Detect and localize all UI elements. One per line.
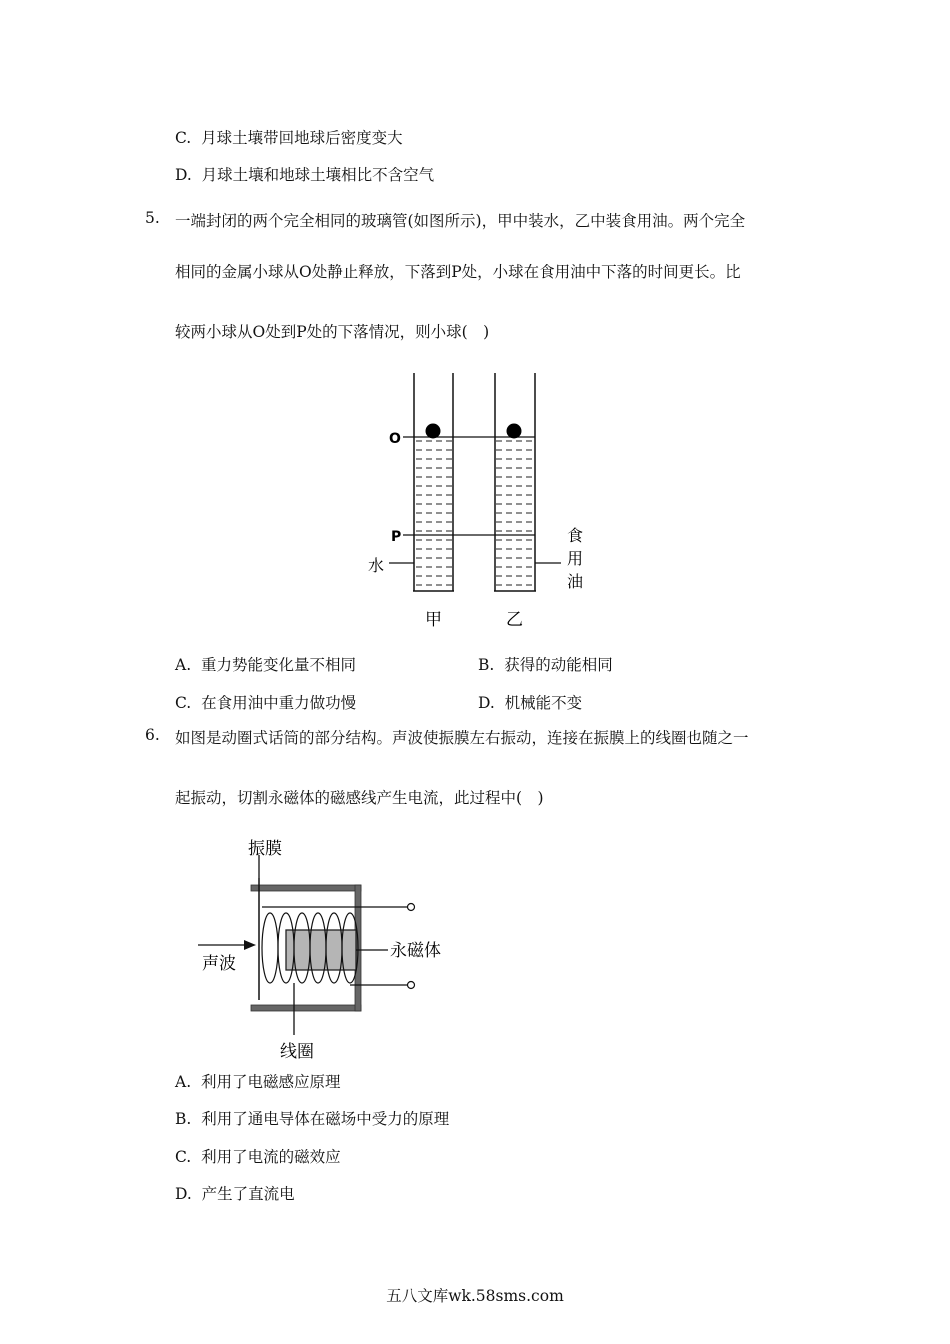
- option-label: C.: [175, 1148, 192, 1166]
- q5-option-a: [175, 653, 356, 675]
- label-sound: 声波: [202, 954, 236, 974]
- q6-microphone-figure: [190, 830, 460, 1070]
- label-oil-2: 用: [567, 549, 584, 568]
- q5-number: 5.: [145, 209, 160, 227]
- label-o: O: [389, 431, 401, 447]
- label-oil-3: 油: [567, 572, 584, 591]
- q5-line-1: 一端封闭的两个完全相同的玻璃管(如图所示)，甲中装水，乙中装食用油。两个完全: [175, 212, 746, 230]
- label-diaphragm: 振膜: [248, 839, 282, 859]
- option-label: A.: [175, 656, 192, 674]
- ball-yi: [507, 424, 522, 439]
- option-text: 利用了通电导体在磁场中受力的原理: [201, 1110, 450, 1128]
- footer-watermark: 五八文库wk.58sms.com: [386, 1287, 564, 1305]
- option-text: 重力势能变化量不相同: [200, 656, 356, 674]
- option-text: 月球土壤和地球土壤相比不含空气: [201, 166, 435, 184]
- option-label: D.: [175, 1185, 192, 1203]
- prev-option-d: [175, 163, 434, 185]
- option-text: 获得的动能相同: [504, 656, 613, 674]
- q6-option-c: [175, 1145, 341, 1167]
- q5-option-b: [478, 653, 613, 675]
- ball-jia: [426, 424, 441, 439]
- label-magnet: 永磁体: [390, 941, 441, 961]
- tube-yi: [494, 373, 536, 591]
- q5-line-3: 较两小球从O处到P处的下落情况，则小球( ): [175, 323, 490, 341]
- terminal-bottom: [408, 982, 415, 989]
- label-jia: 甲: [425, 610, 442, 630]
- option-label: C.: [175, 694, 192, 712]
- arrow-head: [244, 940, 256, 950]
- option-text: 机械能不变: [504, 694, 583, 712]
- option-text: 产生了直流电: [201, 1185, 295, 1203]
- option-text: 在食用油中重力做功慢: [201, 694, 357, 712]
- q6-option-d: [175, 1182, 295, 1204]
- option-text: 利用了电磁感应原理: [200, 1073, 341, 1091]
- tube-jia: [413, 373, 454, 591]
- q5-line-2: 相同的金属小球从O处静止释放，下落到P处，小球在食用油中下落的时间更长。比: [175, 263, 741, 281]
- label-coil: 线圈: [280, 1042, 314, 1062]
- q5-option-d: [478, 691, 582, 713]
- permanent-magnet: [286, 930, 356, 970]
- option-label: A.: [175, 1073, 192, 1091]
- q6-option-a: [175, 1070, 341, 1092]
- label-yi: 乙: [506, 610, 523, 630]
- terminal-top: [408, 904, 415, 911]
- option-label: B.: [175, 1110, 192, 1128]
- q5-option-c: [175, 691, 356, 713]
- option-text: 利用了电流的磁效应: [201, 1148, 341, 1166]
- option-label: D.: [478, 694, 495, 712]
- prev-option-c: [175, 126, 403, 148]
- q6-number: 6.: [145, 726, 160, 744]
- label-oil-1: 食: [567, 526, 584, 545]
- q6-line-1: 如图是动圈式话筒的部分结构。声波使振膜左右振动，连接在振膜上的线圈也随之一: [175, 729, 749, 747]
- option-label: B.: [478, 656, 495, 674]
- label-water: 水: [368, 556, 385, 575]
- q5-tube-figure: [355, 365, 605, 640]
- option-text: 月球土壤带回地球后密度变大: [201, 129, 403, 147]
- option-label: D.: [175, 166, 192, 184]
- q6-line-2: 起振动，切割永磁体的磁感线产生电流，此过程中( ): [175, 789, 544, 807]
- option-label: C.: [175, 129, 192, 147]
- q6-option-b: [175, 1107, 449, 1129]
- label-p: P: [391, 529, 402, 545]
